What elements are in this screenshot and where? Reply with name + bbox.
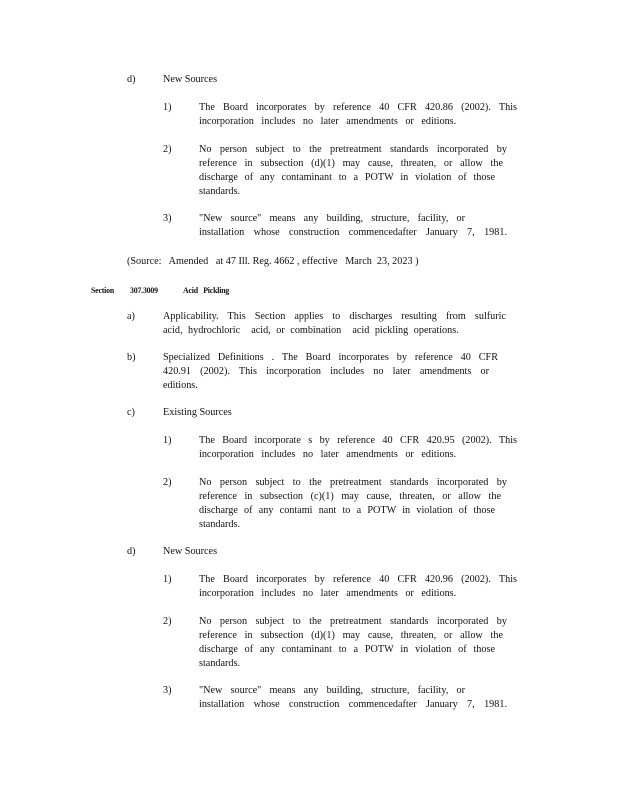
item-number: 1) — [163, 102, 172, 113]
item-number: 2) — [163, 477, 172, 488]
paragraph-line: 420.91 (2002). This incorporation includes no later amendments or — [163, 366, 489, 377]
paragraph-line: "New source" means any building, structure, facility, or — [199, 213, 465, 224]
section-word: Section — [91, 285, 115, 295]
paragraph-line: incorporation includes no later amendments or editions. — [199, 116, 457, 127]
paragraph-line: editions. — [163, 380, 198, 391]
paragraph-line: standards. — [199, 658, 241, 669]
section-title: Acid Pickling — [183, 285, 230, 295]
subsection-label: c) — [127, 407, 135, 418]
paragraph-line: The Board incorporate s by reference 40 CFR 420.95 (2002). This — [199, 435, 517, 446]
paragraph-line: reference in subsection (d)(1) may cause, threaten, or allow the — [199, 158, 503, 169]
paragraph-line: reference in subsection (c)(1) may cause, threaten, or allow the — [199, 491, 501, 502]
paragraph-line: No person subject to the pretreatment standards incorporated by — [199, 477, 507, 488]
paragraph-line: standards. — [199, 519, 241, 530]
paragraph-line: No person subject to the pretreatment standards incorporated by — [199, 144, 507, 155]
paragraph-line: incorporation includes no later amendments or editions. — [199, 449, 457, 460]
subsection-heading: New Sources — [163, 546, 218, 557]
paragraph-line: The Board incorporates by reference 40 CFR 420.96 (2002). This — [199, 574, 517, 585]
subsection-label: d) — [127, 74, 136, 85]
section-number: 307.3009 — [130, 285, 158, 295]
item-number: 1) — [163, 435, 172, 446]
item-number: 3) — [163, 213, 172, 224]
subsection-label: b) — [127, 352, 136, 363]
subsection-label: d) — [127, 546, 136, 557]
subsection-heading: Existing Sources — [163, 407, 232, 418]
paragraph-line: discharge of any contami nant to a POTW in violation of those — [199, 505, 495, 516]
paragraph-line: Specialized Definitions . The Board incorporates by reference 40 CFR — [163, 352, 498, 363]
paragraph-line: discharge of any contaminant to a POTW in violation of those — [199, 172, 495, 183]
paragraph-line: installation whose construction commencedafter January 7, 1981. — [199, 699, 507, 710]
item-number: 3) — [163, 685, 172, 696]
item-number: 2) — [163, 616, 172, 627]
paragraph-line: standards. — [199, 186, 241, 197]
paragraph-line: "New source" means any building, structure, facility, or — [199, 685, 465, 696]
paragraph-line: acid, hydrochloric acid, or combination acid pickling operations. — [163, 325, 459, 336]
paragraph-line: Applicability. This Section applies to discharges resulting from sulfuric — [163, 311, 506, 322]
paragraph-line: reference in subsection (d)(1) may cause, threaten, or allow the — [199, 630, 503, 641]
source-note: (Source: Amended at 47 Ill. Reg. 4662 , effective March 23, 2023 ) — [127, 256, 419, 267]
subsection-heading: New Sources — [163, 74, 218, 85]
item-number: 1) — [163, 574, 172, 585]
paragraph-line: discharge of any contaminant to a POTW in violation of those — [199, 644, 495, 655]
paragraph-line: The Board incorporates by reference 40 CFR 420.86 (2002). This — [199, 102, 517, 113]
subsection-label: a) — [127, 311, 135, 322]
item-number: 2) — [163, 144, 172, 155]
paragraph-line: installation whose construction commencedafter January 7, 1981. — [199, 227, 507, 238]
paragraph-line: incorporation includes no later amendments or editions. — [199, 588, 457, 599]
paragraph-line: No person subject to the pretreatment standards incorporated by — [199, 616, 507, 627]
